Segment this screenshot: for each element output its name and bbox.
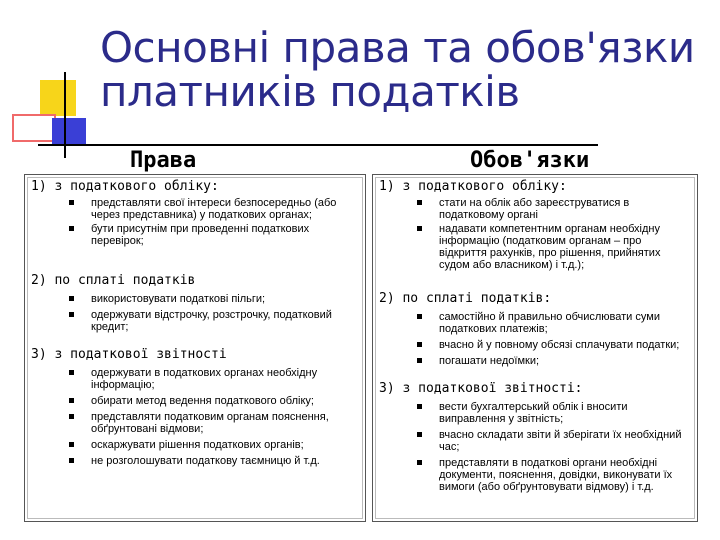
duties-section-3-list xyxy=(439,401,689,493)
rights-section-1-title: 1) з податкового обліку: xyxy=(31,179,219,194)
rights-section-2-title: 2) по сплаті податків xyxy=(31,273,196,288)
list-item: представляти в податкові органи необхідні документи, пояснення, довідки, виконувати їх вимоги (або обґрунтовувати відмову) і т.д. xyxy=(439,457,689,493)
duties-section-2-list xyxy=(439,311,689,367)
list-item: вести бухгалтерський облік і вносити виправлення у звітність; xyxy=(439,401,689,425)
list-item: погашати недоїмки; xyxy=(439,355,689,367)
decor-horizontal-line xyxy=(38,144,598,146)
list-item: вчасно й у повному обсязі сплачувати податки; xyxy=(439,339,689,351)
list-item: надавати компетентним органам необхідну інформацію (податковим органам – про відкриття рахунків, про рішення, прийнятих судом або власником) і т.д.); xyxy=(439,223,689,271)
decor-red-square xyxy=(12,114,56,142)
rights-section-1-list xyxy=(91,197,353,247)
duties-box xyxy=(372,174,698,522)
rights-heading: Права xyxy=(130,148,197,173)
list-item: представляти свої інтереси безпосередньо (або через представника) у податкових органах; xyxy=(91,197,353,221)
list-item: не розголошувати податкову таємницю й т.д. xyxy=(91,455,359,467)
duties-section-2-title: 2) по сплаті податків: xyxy=(379,291,552,306)
duties-section-3-title: 3) з податкової звітності: xyxy=(379,381,583,396)
duties-section-1-title: 1) з податкового обліку: xyxy=(379,179,567,194)
list-item: оскаржувати рішення податкових органів; xyxy=(91,439,359,451)
list-item: вчасно складати звіти й зберігати їх необхідний час; xyxy=(439,429,689,453)
duties-heading: Обов'язки xyxy=(470,148,590,173)
list-item: одержувати в податкових органах необхідну інформацію; xyxy=(91,367,359,391)
rights-section-3-title: 3) з податкової звітності xyxy=(31,347,227,362)
list-item: самостійно й правильно обчислювати суми податкових платежів; xyxy=(439,311,689,335)
rights-box xyxy=(24,174,366,522)
list-item: використовувати податкові пільги; xyxy=(91,293,353,305)
list-item: одержувати відстрочку, розстрочку, податковий кредит; xyxy=(91,309,353,333)
list-item: стати на облік або зареєструватися в податковому органі xyxy=(439,197,689,221)
rights-section-2-list xyxy=(91,293,353,333)
title-line-1: Основні права та обов'язки xyxy=(100,23,695,72)
slide-title xyxy=(100,23,695,116)
title-line-2: платників податків xyxy=(100,67,520,116)
list-item: представляти податковим органам пояснення, обґрунтовані відмови; xyxy=(91,411,359,435)
list-item: бути присутнім при проведенні податкових перевірок; xyxy=(91,223,353,247)
decor-blue-square xyxy=(52,118,86,144)
rights-section-3-list xyxy=(91,367,359,467)
list-item: обирати метод ведення податкового обліку; xyxy=(91,395,359,407)
duties-section-1-list xyxy=(439,197,689,271)
decor-yellow-square xyxy=(40,80,76,116)
